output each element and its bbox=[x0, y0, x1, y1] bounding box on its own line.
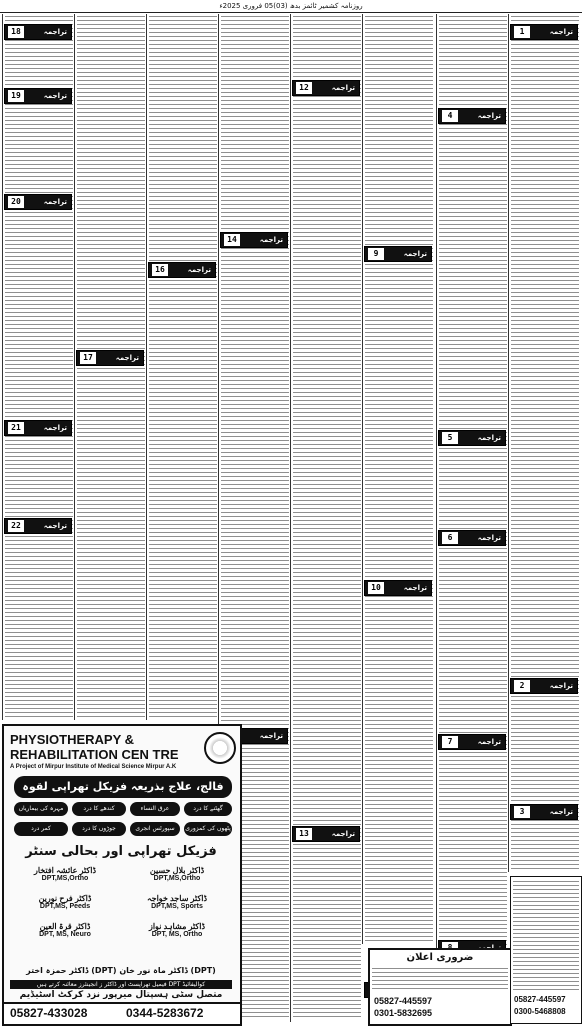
side-ad-text bbox=[513, 881, 579, 991]
notice-header bbox=[4, 420, 72, 436]
side-ad bbox=[510, 876, 582, 1024]
ad-band-paralysis: فالج، علاج بذریعہ فزیکل تھراپی لقوہ bbox=[14, 776, 232, 798]
notice-header bbox=[438, 430, 506, 446]
notice-label: تراجمہ bbox=[43, 92, 67, 100]
service-chip: پٹھوں کی کمزوری bbox=[184, 822, 232, 836]
service-chip: کمر درد bbox=[14, 822, 68, 836]
notice-header bbox=[4, 518, 72, 534]
ad-title-line1: PHYSIOTHERAPY & bbox=[10, 732, 135, 747]
notice-label: تراجمہ bbox=[477, 738, 501, 746]
side-ad-phone-2: 0300-5468808 bbox=[514, 1007, 566, 1016]
doctor-name: ڈاکٹر عائشہ افتخار bbox=[33, 866, 97, 875]
notice-number: 4 bbox=[442, 110, 458, 122]
doctor-name: ڈاکٹر ساجد خواجہ bbox=[146, 894, 208, 903]
column-text bbox=[5, 16, 73, 718]
notice-number: 10 bbox=[368, 582, 384, 594]
notice-header bbox=[510, 24, 578, 40]
notice-number: 20 bbox=[8, 196, 24, 208]
notice-header bbox=[364, 246, 432, 262]
column-text bbox=[77, 16, 145, 718]
notice-header bbox=[364, 580, 432, 596]
column-text bbox=[365, 16, 433, 942]
column-text bbox=[439, 16, 507, 1020]
notice-header bbox=[510, 678, 578, 694]
text-column bbox=[146, 14, 219, 720]
institute-logo bbox=[204, 732, 236, 764]
doctor-qualification: DPT,MS,Ortho bbox=[41, 875, 89, 882]
ad-phone-1: 05827-433028 bbox=[10, 1006, 88, 1020]
notice-header bbox=[438, 108, 506, 124]
text-column bbox=[74, 14, 147, 720]
notice-label: تراجمہ bbox=[549, 682, 573, 690]
notice-label: تراجمہ bbox=[331, 84, 355, 92]
notice-header bbox=[220, 232, 288, 248]
notice-header bbox=[76, 350, 144, 366]
side-ad-phone-1: 05827-445597 bbox=[514, 995, 566, 1004]
notice-number: 3 bbox=[514, 806, 530, 818]
doctor-name: ڈاکٹر قرۃ العین bbox=[39, 922, 91, 931]
ad-title-line2: REHABILITATION CEN TRE bbox=[10, 747, 179, 762]
notice-header bbox=[438, 530, 506, 546]
doctor-name: ڈاکٹر فرح نورین bbox=[38, 894, 92, 903]
doctor-qualification: DPT, MS, Neuro bbox=[39, 931, 91, 938]
notice-header bbox=[4, 194, 72, 210]
doctor-entry bbox=[10, 894, 120, 910]
announcement-phone-2: 0301-5832695 bbox=[374, 1008, 433, 1018]
notice-number: 13 bbox=[296, 828, 312, 840]
text-column bbox=[2, 14, 75, 720]
doctor-name: ڈاکٹر مشاہد نواز bbox=[148, 922, 206, 931]
notice-label: تراجمہ bbox=[43, 198, 67, 206]
notice-header bbox=[148, 262, 216, 278]
service-chip: عرق النساء bbox=[130, 802, 180, 816]
notice-number: 16 bbox=[152, 264, 168, 276]
notice-number: 22 bbox=[8, 520, 24, 532]
doctor-entry bbox=[122, 894, 232, 910]
notice-label: تراجمہ bbox=[43, 28, 67, 36]
notice-label: تراجمہ bbox=[115, 354, 139, 362]
text-column bbox=[436, 14, 509, 1022]
notice-label: تراجمہ bbox=[43, 424, 67, 432]
ad-address: متصل سٹی ہسپتال میرپور نزد کرکٹ اسٹیڈیم bbox=[19, 990, 223, 1000]
announcement-phone-1: 05827-445597 bbox=[374, 996, 433, 1006]
notice-number: 6 bbox=[442, 532, 458, 544]
service-chip: سپورٹس انجری bbox=[130, 822, 180, 836]
notice-number: 7 bbox=[442, 736, 458, 748]
notice-header bbox=[510, 804, 578, 820]
service-chip: گھٹنے کا درد bbox=[184, 802, 232, 816]
notice-number: 12 bbox=[296, 82, 312, 94]
ad-extra-doctors: (DPT) ڈاکٹر ماہ نور خان (DPT) ڈاکٹر حمزہ اختر bbox=[26, 966, 216, 975]
physiotherapy-ad bbox=[2, 724, 242, 1026]
notice-header bbox=[292, 826, 360, 842]
text-column bbox=[290, 14, 363, 1022]
notice-number: 2 bbox=[514, 680, 530, 692]
announcement-ad bbox=[368, 948, 512, 1026]
notice-label: تراجمہ bbox=[477, 112, 501, 120]
text-column bbox=[362, 14, 435, 944]
ad-note: کوالیفائیڈ DPT فیمیل تھراپسٹ اور ڈاکٹر ز انجینئرز معائنہ کرتے ہیں bbox=[10, 980, 232, 989]
notice-label: تراجمہ bbox=[549, 28, 573, 36]
notice-header bbox=[292, 80, 360, 96]
notice-label: تراجمہ bbox=[43, 522, 67, 530]
notice-number: 14 bbox=[224, 234, 240, 246]
notice-header bbox=[4, 24, 72, 40]
service-chip: جوڑوں کا درد bbox=[72, 822, 126, 836]
notice-number: 21 bbox=[8, 422, 24, 434]
ad-title bbox=[10, 732, 179, 762]
column-text bbox=[149, 16, 217, 718]
doctor-entry bbox=[122, 922, 232, 938]
text-column bbox=[508, 14, 581, 872]
notice-label: تراجمہ bbox=[331, 830, 355, 838]
ad-phone-2: 0344-5283672 bbox=[126, 1006, 204, 1020]
doctor-qualification: DPT,MS, Peeds bbox=[39, 903, 91, 910]
notice-label: تراجمہ bbox=[403, 584, 427, 592]
announcement-text bbox=[372, 968, 508, 992]
doctor-qualification: DPT,MS, Sports bbox=[151, 903, 203, 910]
ad-phones bbox=[4, 1002, 240, 1024]
notice-header bbox=[438, 734, 506, 750]
column-text bbox=[511, 16, 579, 870]
notice-header bbox=[4, 88, 72, 104]
doctor-qualification: DPT, MS, Ortho bbox=[151, 931, 203, 938]
announcement-title: ضروری اعلان bbox=[406, 952, 474, 963]
ad-subtitle: A Project of Mirpur Institute of Medical Science Mirpur A.K bbox=[10, 764, 177, 770]
notice-label: تراجمہ bbox=[477, 434, 501, 442]
notice-number: 5 bbox=[442, 432, 458, 444]
notice-label: تراجمہ bbox=[259, 236, 283, 244]
notice-label: تراجمہ bbox=[259, 732, 283, 740]
masthead: روزنامہ کشمیر ٹائمز بدھ (03)05 فروری 2025ء bbox=[0, 0, 582, 13]
service-chip: مہرہ کی بیماریاں bbox=[14, 802, 68, 816]
notice-label: تراجمہ bbox=[187, 266, 211, 274]
notice-number: 19 bbox=[8, 90, 24, 102]
notice-number: 1 bbox=[514, 26, 530, 38]
service-chip: کندھے کا درد bbox=[72, 802, 126, 816]
notice-label: تراجمہ bbox=[477, 534, 501, 542]
notice-number: 9 bbox=[368, 248, 384, 260]
doctor-name: ڈاکٹر بلال حسین bbox=[149, 866, 205, 875]
ad-center-name: فزیکل تھراپی اور بحالی سنٹر bbox=[25, 844, 217, 859]
doctor-qualification: DPT,MS,Ortho bbox=[153, 875, 201, 882]
doctor-entry bbox=[10, 866, 120, 882]
doctor-entry bbox=[122, 866, 232, 882]
doctor-entry bbox=[10, 922, 120, 938]
notice-number: 18 bbox=[8, 26, 24, 38]
column-text bbox=[293, 16, 361, 1020]
notice-label: تراجمہ bbox=[549, 808, 573, 816]
notice-number: 17 bbox=[80, 352, 96, 364]
notice-label: تراجمہ bbox=[403, 250, 427, 258]
